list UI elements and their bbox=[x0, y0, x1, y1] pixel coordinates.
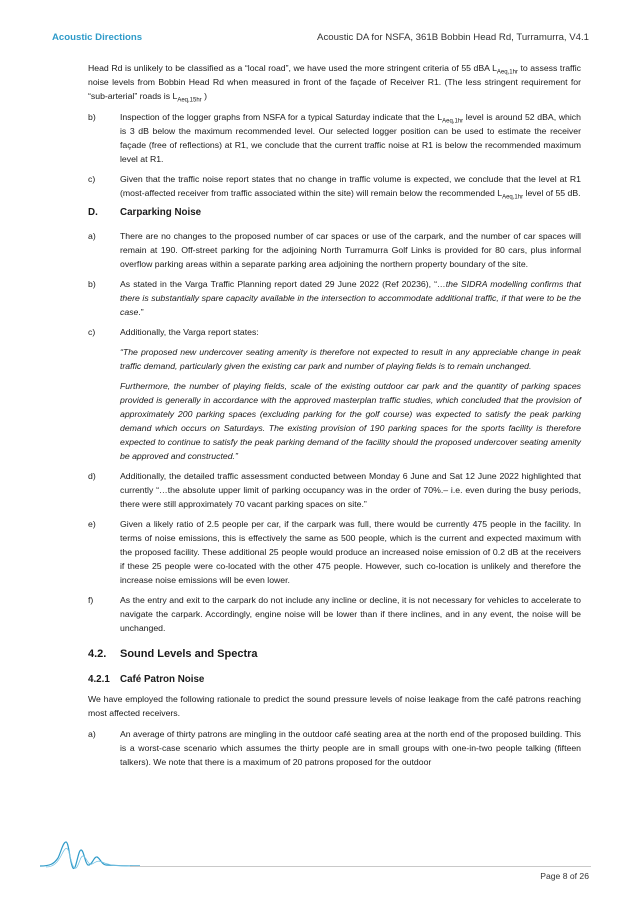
list-item-b: b) As stated in the Varga Traffic Planning report dated 29 June 2022 (Ref 20236), “…the SIDRA modelling confirms that there is substantially spare capacity available in the intersection to accommodate additional traffic, if that were to be the case.” bbox=[88, 279, 581, 317]
quote-paragraph: “The proposed new undercover seating amenity is therefore not expected to result in any appreciable change in peak traffic demand, particularly given the existing car park and number of playing fields is to remain unchanged. bbox=[120, 347, 581, 371]
list-item-f: f) As the entry and exit to the carpark do not include any incline or decline, it is not necessary for vehicles to accelerate to navigate the carpark. Accordingly, engine noise will be lower than if there inclines, and in any event, the noise will be unchanged. bbox=[88, 595, 581, 633]
page-body bbox=[88, 61, 581, 775]
page-number: Page 8 of 26 bbox=[540, 871, 589, 881]
item-label: c) bbox=[88, 174, 96, 184]
item-label: d) bbox=[88, 471, 96, 481]
item-label: a) bbox=[88, 729, 96, 739]
item-label: a) bbox=[88, 231, 96, 241]
sound-wave-logo-icon bbox=[40, 838, 140, 874]
section-heading-sound-levels: 4.2. Sound Levels and Spectra bbox=[88, 648, 258, 660]
document-title: Acoustic DA for NSFA, 361B Bobbin Head Rd, Turramurra, V4.1 bbox=[317, 31, 589, 43]
item-label: e) bbox=[88, 519, 96, 529]
list-item-c: c) Given that the traffic noise report states that no change in traffic volume is expected, we conclude that the level at R1 (most-affected receiver from traffic associated within the site) will remain below the recommended $L_{Aeq,1hr}$ level of 55 dB. bbox=[88, 174, 581, 201]
list-item-e: e) Given a likely ratio of 2.5 people per car, if the carpark was full, there would be currently 475 people in the facility. In terms of noise emissions, this is effectively the same as 500 people, which is the current and expected maximum with the proposed facility. These additional 25 people would produce an increased noise emission of 0.2 dB at the receivers if these 25 people were co-located with the other 475 people. However, such co-location is unlikely and therefore the increase noise emissions will be even lower. bbox=[88, 519, 581, 585]
list-item-b: b) Inspection of the logger graphs from NSFA for a typical Saturday indicate that the $L_{Aeq,1hr}$ level is around 52 dBA, which is 3 dB below the maximum recommended level. Our selected logger position can be used to estimate the receiver façade (free of reflections) at R1, we conclude that the current traffic noise at R1 is below the recommended maximum level at R1. bbox=[88, 112, 581, 164]
brand-name: Acoustic Directions bbox=[52, 31, 143, 43]
list-item-d: d) Additionally, the detailed traffic assessment conducted between Monday 6 June and Sat 12 June 2022 highlighted that currently “…the absolute upper limit of parking occupancy was in the order of 70%.– i.e. even during the busy periods, there were still approximately 70 vacant parking spaces on site.” bbox=[88, 471, 581, 509]
footer-divider bbox=[130, 866, 591, 867]
list-item-a: a) There are no changes to the proposed number of car spaces or use of the carpark, and the number of car spaces will remain at 190. Off-street parking for the adjoining North Turramurra Golf Links is provided for 80 cars, plus informal overflow parking areas within a separate parking area adjoining the northern property boundary of the site. bbox=[88, 231, 581, 269]
item-label: b) bbox=[88, 279, 96, 289]
intro-paragraph: Head Rd is unlikely to be classified as a “local road”, we have used the more stringent criteria of 55 dBA $L_{Aeq,1hr}$ to assess traffic noise levels from Bobbin Head Rd when measured in front of the façade of Receiver R1. (The less stringent requirement for “sub-arterial” roads is $L_{Aeq,15hr}$ ) bbox=[88, 63, 581, 104]
item-label: f) bbox=[88, 595, 94, 605]
cafe-intro-paragraph: We have employed the following rationale to predict the sound pressure levels of noise leakage from the café patrons reaching most affected receivers. bbox=[88, 694, 581, 718]
quote-paragraph: Furthermore, the number of playing fields, scale of the existing outdoor car park and the quantity of parking spaces provided is generally in accordance with the approved masterplan traffic studies, which concluded that the provision of approximately 200 parking spaces (excluding parking for the golf course) was expected to satisfy the peak parking demand which occurs on Saturdays. The existing provision of 190 parking spaces for the sports facility is therefore expected to continue to satisfy the peak parking demand of the facility should the proposed undercover seating amenity be approved and constructed.” bbox=[120, 381, 581, 461]
section-heading-carparking: D. Carparking Noise bbox=[88, 207, 202, 218]
list-item-a: a) An average of thirty patrons are mingling in the outdoor café seating area at the north end of the proposed building. This is a worst-case scenario which assumes the thirty people are in small groups with one-in-two people talking (fifteen talkers). We note that there is a maximum of 20 patrons proposed for the outdoor bbox=[88, 729, 581, 767]
item-label: c) bbox=[88, 327, 96, 337]
list-item-c: c) Additionally, the Varga report states: bbox=[88, 327, 259, 337]
page-header bbox=[52, 30, 589, 44]
subsection-heading-cafe-noise: 4.2.1 Café Patron Noise bbox=[88, 674, 205, 685]
item-label: b) bbox=[88, 112, 96, 122]
